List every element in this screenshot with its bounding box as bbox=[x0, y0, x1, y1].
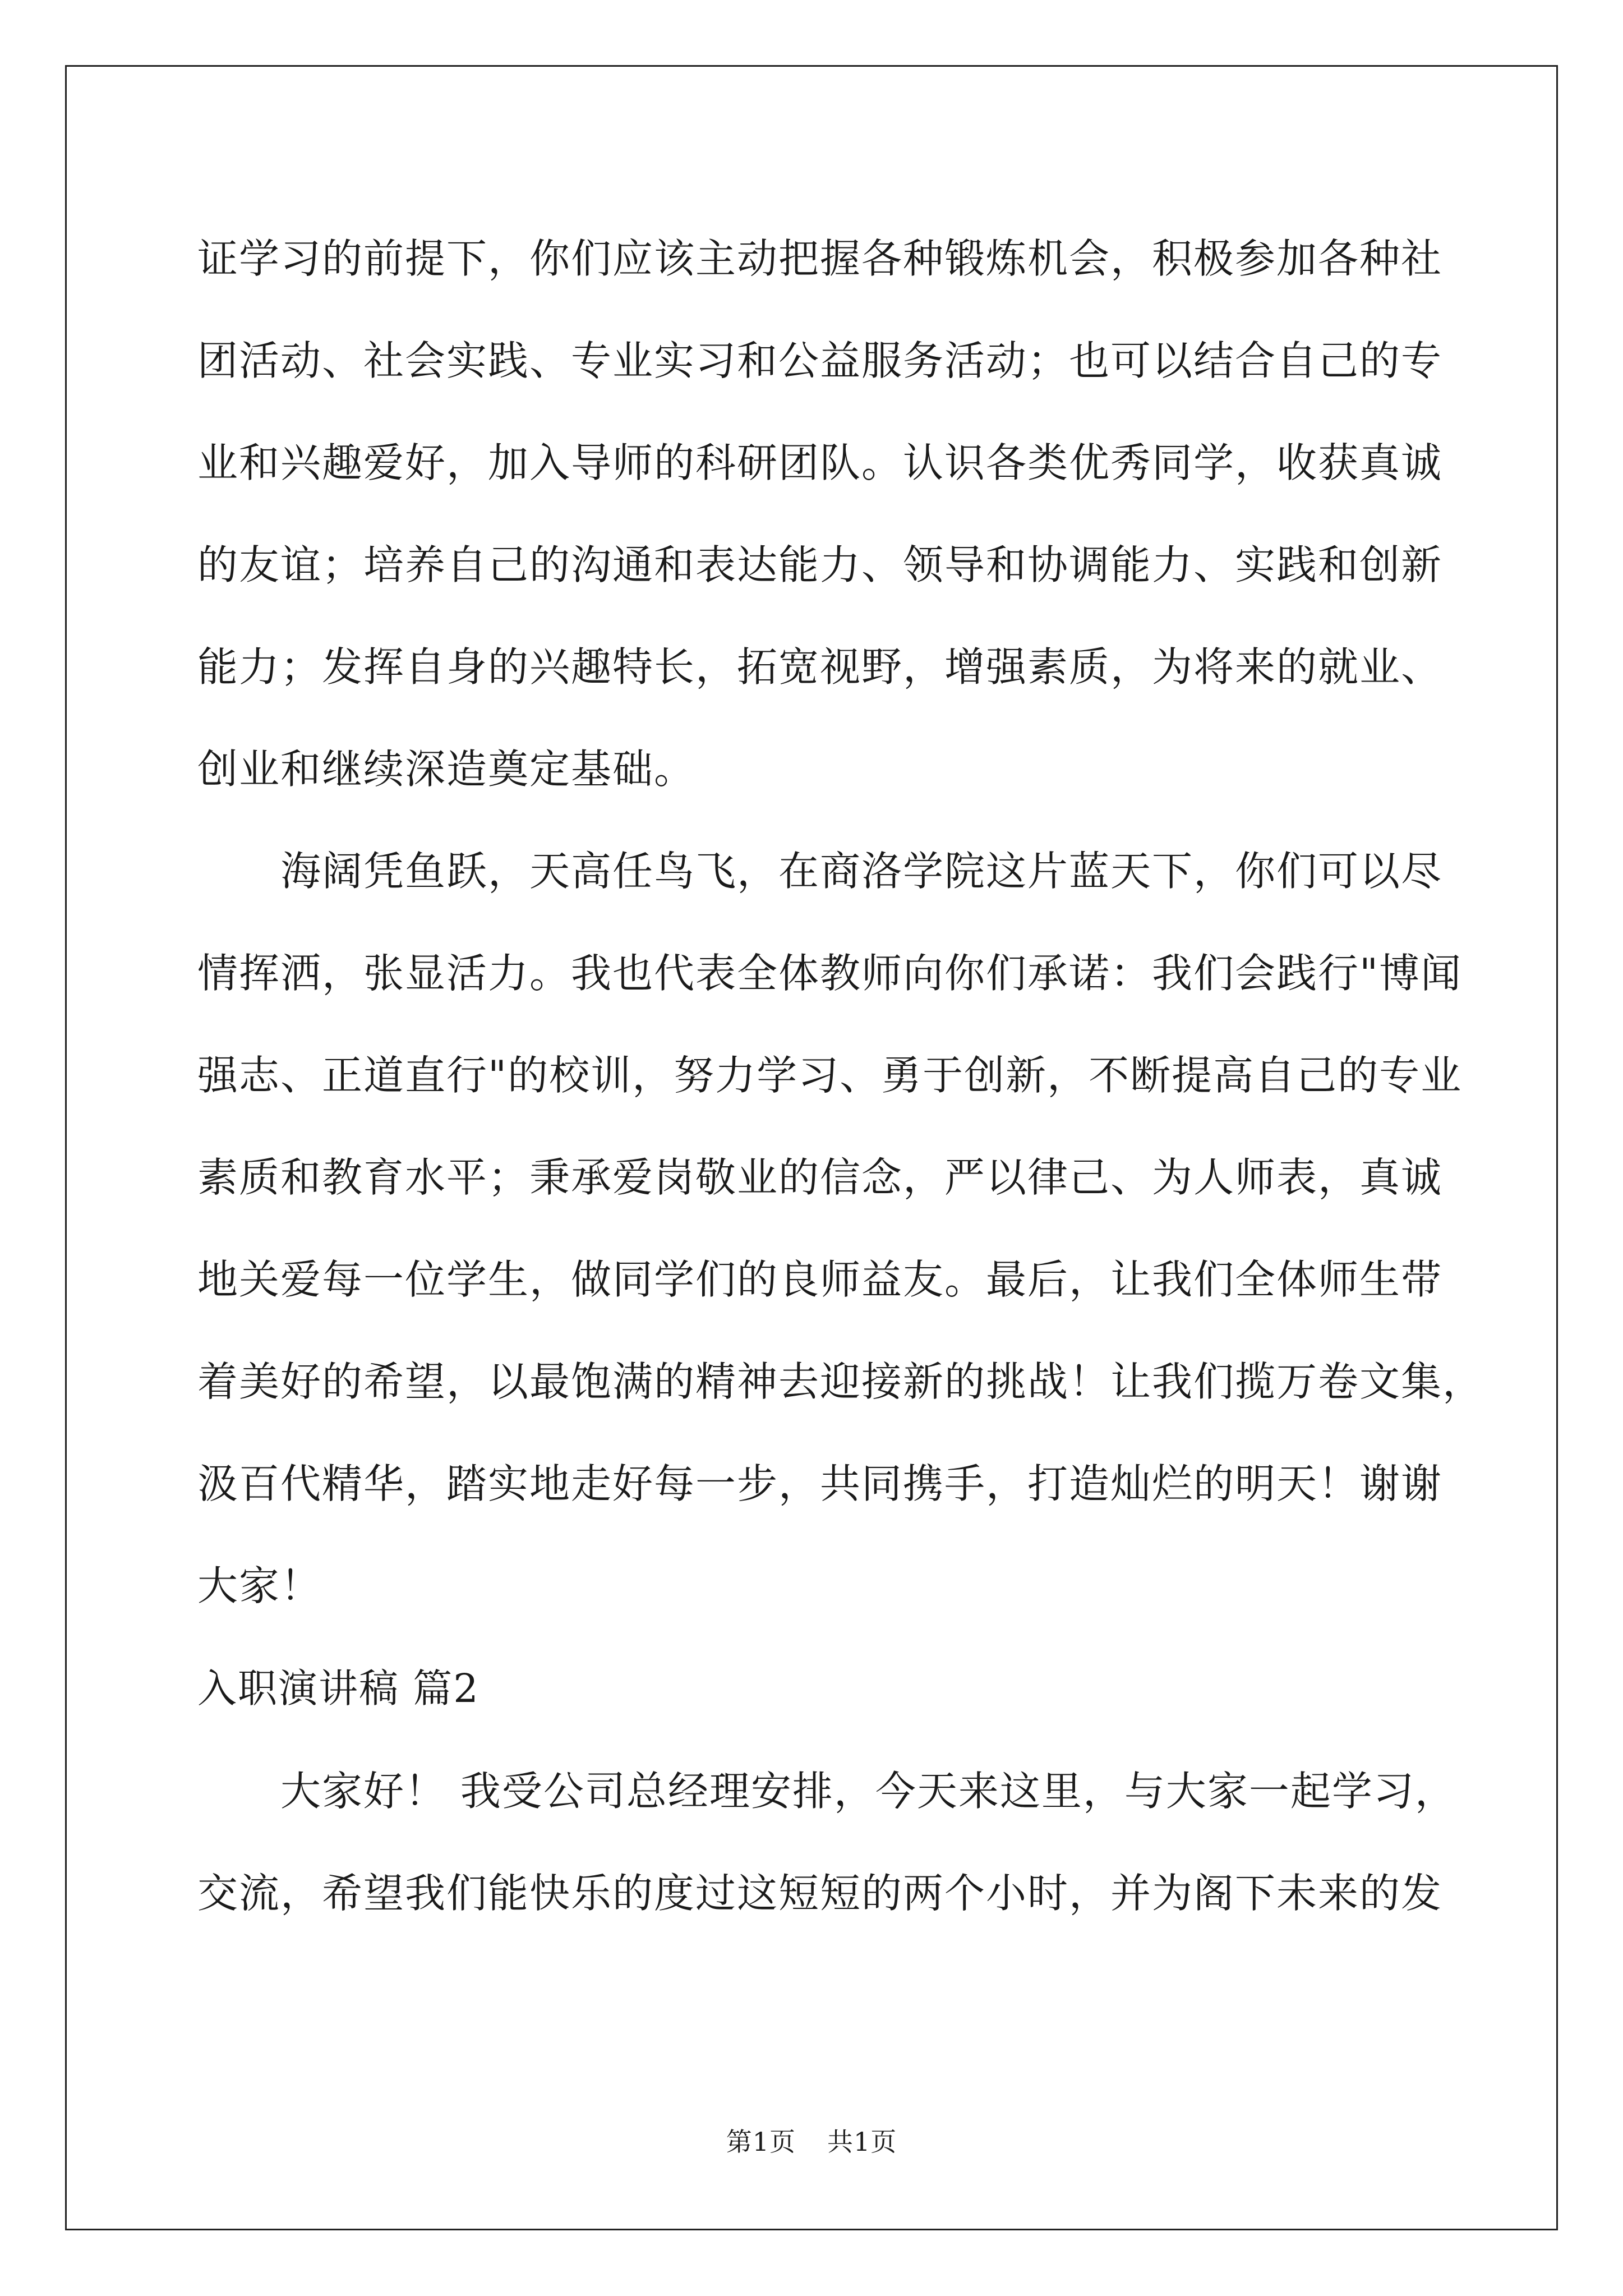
section-heading: 入职演讲稿 篇2 bbox=[197, 1665, 479, 1711]
text-line: 地关爱每一位学生，做同学们的良师益友。最后，让我们全体师生带 bbox=[197, 1256, 1443, 1303]
page-footer bbox=[0, 2122, 1623, 2159]
text-line: 证学习的前提下，你们应该主动把握各种锻炼机会，积极参加各种社 bbox=[197, 235, 1443, 282]
text-line: 着美好的希望，以最饱满的精神去迎接新的挑战！让我们揽万卷文集， bbox=[197, 1358, 1484, 1405]
text-line: 团活动、社会实践、专业实习和公益服务活动；也可以结合自己的专 bbox=[197, 337, 1443, 384]
paragraph-2 bbox=[197, 820, 1484, 1637]
paragraph-1 bbox=[197, 208, 1442, 820]
text-line: 素质和教育水平；秉承爱岗敬业的信念，严以律己、为人师表，真诚 bbox=[197, 1154, 1443, 1201]
document-body bbox=[197, 208, 1484, 1944]
paragraph-3 bbox=[197, 1740, 1456, 1944]
text-line: 大家！ bbox=[197, 1562, 322, 1609]
text-line: 强志、正道直行"的校训，努力学习、勇于创新，不断提高自己的专业 bbox=[197, 1052, 1463, 1099]
text-line: 业和兴趣爱好，加入导师的科研团队。认识各类优秀同学，收获真诚 bbox=[197, 439, 1443, 486]
page-number-current: 第1页 bbox=[726, 2127, 796, 2157]
text-line: 海阔凭鱼跃，天高任鸟飞，在商洛学院这片蓝天下，你们可以尽 bbox=[280, 848, 1443, 895]
text-line: 汲百代精华，踏实地走好每一步，共同携手，打造灿烂的明天！谢谢 bbox=[197, 1460, 1443, 1507]
text-line: 创业和继续深造奠定基础。 bbox=[197, 746, 696, 793]
page-number-total: 共1页 bbox=[827, 2127, 897, 2157]
text-line: 能力；发挥自身的兴趣特长，拓宽视野，增强素质，为将来的就业、 bbox=[197, 643, 1443, 691]
text-line: 情挥洒，张显活力。我也代表全体教师向你们承诺：我们会践行"博闻 bbox=[197, 950, 1463, 997]
text-line: 大家好！ 我受公司总经理安排，今天来这里，与大家一起学习， bbox=[280, 1768, 1456, 1815]
text-line: 的友谊；培养自己的沟通和表达能力、领导和协调能力、实践和创新 bbox=[197, 541, 1443, 588]
text-line: 交流，希望我们能快乐的度过这短短的两个小时，并为阁下未来的发 bbox=[197, 1870, 1443, 1917]
